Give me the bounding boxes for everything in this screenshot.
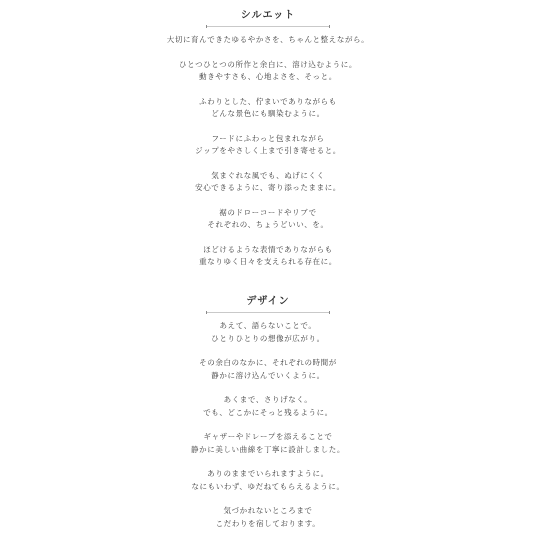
paragraph xyxy=(0,468,536,493)
section-design xyxy=(0,295,536,542)
text-line: ありのままでいられますように。 xyxy=(207,469,329,478)
paragraph xyxy=(0,320,536,345)
paragraph xyxy=(0,244,536,269)
text-line: どんな景色にも馴染むように。 xyxy=(211,109,325,118)
text-line: その余白のなかに、それぞれの時間が xyxy=(199,358,337,367)
text-line: こだわりを宿しております。 xyxy=(215,518,321,528)
paragraph-list xyxy=(0,34,536,269)
text-line: 静かに美しい曲線を丁寧に設計しました。 xyxy=(191,444,345,454)
paragraph xyxy=(0,207,536,232)
text-line: 安心できるように、寄り添ったままに。 xyxy=(195,183,341,192)
text-line: ジップをやさしく上まで引き寄せると。 xyxy=(195,146,341,155)
text-line: なにもいわず、ゆだねてもらえるように。 xyxy=(191,481,345,491)
paragraph xyxy=(0,505,536,530)
paragraph xyxy=(0,59,536,84)
text-line: あえて、語らないことで。 xyxy=(219,321,317,330)
section-heading: デザイン xyxy=(246,296,290,307)
text-line: 気づかれないところまで xyxy=(223,506,313,515)
text-line: ほどけるような表情でありながらも xyxy=(203,244,333,254)
text-line: 動きやすさも、心地よさを、そっと。 xyxy=(199,72,337,81)
heading-divider xyxy=(206,26,330,27)
text-line: ひとつひとつの所作と余白に、溶け込むように。 xyxy=(179,59,357,69)
paragraph xyxy=(0,34,536,47)
text-line: ひとりひとりの想像が広がり。 xyxy=(211,333,325,343)
text-line: 裾のドローコードやリブで xyxy=(219,207,317,217)
text-line: あくまで、さりげなく。 xyxy=(223,395,313,404)
paragraph-list xyxy=(0,320,536,530)
text-line: 重なりゆく日々を支えられる存在に。 xyxy=(199,257,337,266)
text-line: それぞれの、ちょうどいい、を。 xyxy=(207,220,329,229)
text-line: 静かに溶け込んでいくように。 xyxy=(211,370,325,380)
paragraph xyxy=(0,133,536,158)
section-silhouette xyxy=(0,9,536,281)
text-line: 大切に育んできたゆるやかさを、ちゃんと整えながら。 xyxy=(166,35,370,44)
heading-divider xyxy=(206,312,330,313)
paragraph xyxy=(0,431,536,456)
paragraph xyxy=(0,394,536,419)
text-line: でも、どこかにそっと残るように。 xyxy=(203,407,333,417)
paragraph xyxy=(0,357,536,382)
section-heading: シルエット xyxy=(240,10,296,21)
text-line: ふわりとした、佇まいでありながらも xyxy=(199,96,337,106)
paragraph xyxy=(0,170,536,195)
text-line: フードにふわっと包まれながら xyxy=(211,133,325,143)
paragraph xyxy=(0,96,536,121)
text-line: 気まぐれな風でも、ぬげにくく xyxy=(211,170,325,180)
text-line: ギャザーやドレープを添えることで xyxy=(203,432,333,441)
